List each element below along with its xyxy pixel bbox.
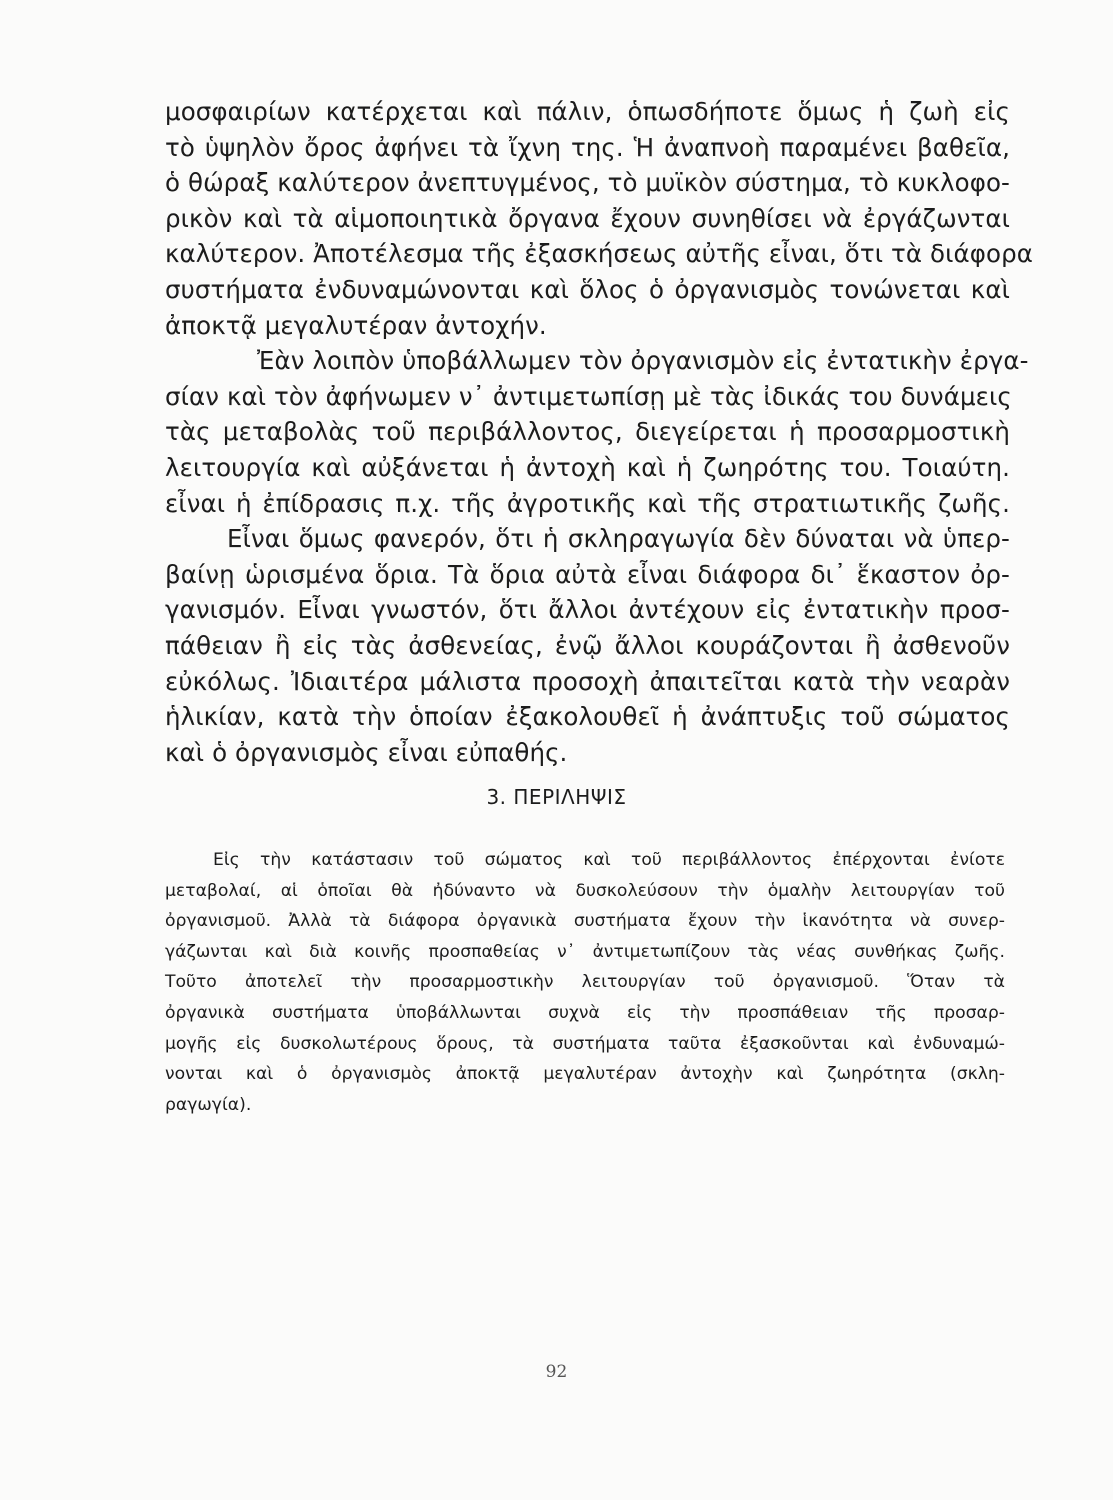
text-line: βαίνῃ ὡρισμένα ὅρια. Τὰ ὅρια αὐτὰ εἶναι διάφορα δι᾽ ἕκαστον ὀρ- xyxy=(165,559,1010,589)
text-line: εὐκόλως. Ἰδιαιτέρα μάλιστα προσοχὴ ἀπαιτεῖται κατὰ τὴν νεαρὰν xyxy=(165,666,1010,696)
summary-line: Τοῦτο ἀποτελεῖ τὴν προσαρμοστικὴν λειτουργίαν τοῦ ὀργανισμοῦ. Ὅταν τὰ xyxy=(165,972,1005,993)
text-line: σίαν καὶ τὸν ἀφήνωμεν ν᾽ ἀντιμετωπίσῃ μὲ τὰς ἰδικάς του δυνάμεις xyxy=(165,381,1012,411)
text-line: τὸ ὑψηλὸν ὄρος ἀφήνει τὰ ἴχνη της. Ἡ ἀναπνοὴ παραμένει βαθεῖα, xyxy=(165,132,1010,162)
text-line: λειτουργία καὶ αὐξάνεται ἡ ἀντοχὴ καὶ ἡ ζωηρότης του. Τοιαύτη. xyxy=(165,452,1010,482)
text-line: Ἐὰν λοιπὸν ὑποβάλλωμεν τὸν ὀργανισμὸν εἰς ἐντατικὴν ἐργα- xyxy=(257,346,1029,376)
text-line: Εἶναι ὅμως φανερόν, ὅτι ἡ σκληραγωγία δὲν δύναται νὰ ὑπερ- xyxy=(227,524,1010,554)
text-line: τὰς μεταβολὰς τοῦ περιβάλλοντος, διεγείρεται ἡ προσαρμοστικὴ xyxy=(165,417,1010,447)
summary-line: ὀργανικὰ συστήματα ὑποβάλλωνται συχνὰ εἰς τὴν προσπάθειαν τῆς προσαρ- xyxy=(165,1002,1005,1023)
text-line: πάθειαν ἢ εἰς τὰς ἀσθενείας, ἐνῷ ἄλλοι κουράζονται ἢ ἀσθενοῦν xyxy=(165,630,1010,660)
text-line: συστήματα ἐνδυναμώνονται καὶ ὅλος ὁ ὀργανισμὸς τονώνεται καὶ xyxy=(165,274,1010,304)
text-line: ἀποκτᾷ μεγαλυτέραν ἀντοχήν. xyxy=(165,310,547,340)
text-line: ὁ θώραξ καλύτερον ἀνεπτυγμένος, τὸ μυϊκὸν σύστημα, τὸ κυκλοφο- xyxy=(165,168,1010,198)
summary-line: μογῆς εἰς δυσκολωτέρους ὅρους, τὰ συστήματα ταῦτα ἐξασκοῦνται καὶ ἐνδυναμώ- xyxy=(165,1033,1005,1054)
text-line: καὶ ὁ ὀργανισμὸς εἶναι εὐπαθής. xyxy=(165,737,568,767)
text-line: ἡλικίαν, κατὰ τὴν ὁποίαν ἐξακολουθεῖ ἡ ἀνάπτυξις τοῦ σώματος xyxy=(165,702,1010,732)
body-text xyxy=(165,94,1033,770)
summary-line: νονται καὶ ὁ ὀργανισμὸς ἀποκτᾷ μεγαλυτέραν ἀντοχὴν καὶ ζωηρότητα (σκλη- xyxy=(165,1064,1005,1085)
text-line: καλύτερον. Ἀποτέλεσμα τῆς ἐξασκήσεως αὐτῆς εἶναι, ὅτι τὰ διάφορα xyxy=(165,239,1033,269)
summary-line: μεταβολαί, αἱ ὁποῖαι θὰ ἠδύναντο νὰ δυσκολεύσουν τὴν ὁμαλὴν λειτουργίαν τοῦ xyxy=(165,880,1005,901)
summary-line: Εἰς τὴν κατάστασιν τοῦ σώματος καὶ τοῦ περιβάλλοντος ἐπέρχονται ἐνίοτε xyxy=(213,850,1005,870)
text-line: μοσφαιρίων κατέρχεται καὶ πάλιν, ὁπωσδήποτε ὅμως ἡ ζωὴ εἰς xyxy=(165,97,1010,126)
summary-line: γάζωνται καὶ διὰ κοινῆς προσπαθείας ν᾽ ἀντιμετωπίζουν τὰς νέας συνθήκας ζωῆς. xyxy=(165,941,1005,962)
text-line: εἶναι ἡ ἐπίδρασις π.χ. τῆς ἀγροτικῆς καὶ τῆς στρατιωτικῆς ζωῆς. xyxy=(165,488,1010,518)
page-number: 92 xyxy=(545,1362,568,1382)
section-heading: 3. ΠΕΡΙΛΗΨΙΣ xyxy=(486,785,627,809)
summary-text xyxy=(165,845,1005,1120)
summary-line: ὀργανισμοῦ. Ἀλλὰ τὰ διάφορα ὀργανικὰ συστήματα ἔχουν τὴν ἱκανότητα νὰ συνερ- xyxy=(165,911,1005,932)
summary-line: ραγωγία). xyxy=(165,1094,252,1115)
text-line: γανισμόν. Εἶναι γνωστόν, ὅτι ἄλλοι ἀντέχουν εἰς ἐντατικὴν προσ- xyxy=(165,595,1010,625)
text-line: ρικὸν καὶ τὰ αἱμοποιητικὰ ὄργανα ἔχουν συνηθίσει νὰ ἐργάζωνται xyxy=(165,203,1010,233)
